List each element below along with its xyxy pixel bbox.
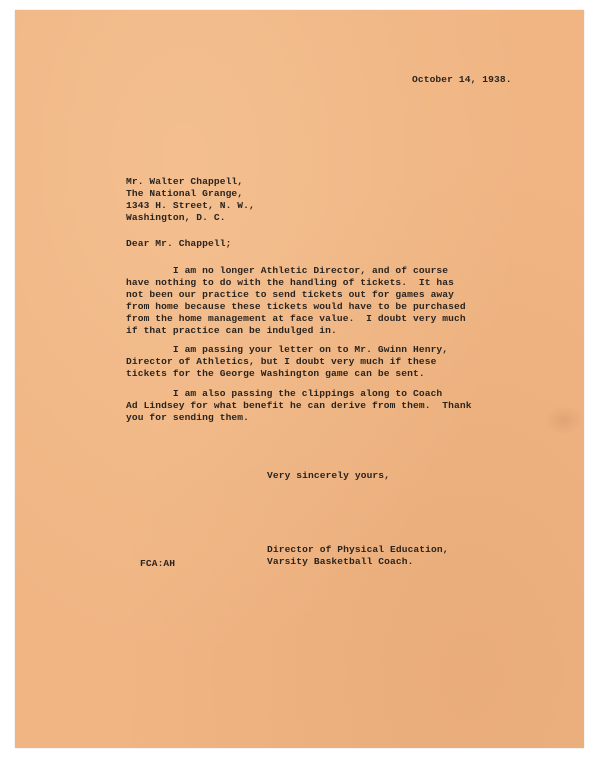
address-line-1: Mr. Walter Chappell, [126, 176, 244, 187]
closing: Very sincerely yours, [267, 470, 391, 481]
paragraph-3-line-2: Ad Lindsey for what benefit he can derive from them. Thank [126, 400, 472, 411]
signature-title-line-2: Varsity Basketball Coach. [267, 556, 414, 567]
paragraph-2-line-3: tickets for the George Washington game can be sent. [126, 368, 425, 379]
paragraph-1-line-3: not been our practice to send tickets out for games away [126, 289, 455, 300]
salutation: Dear Mr. Chappell; [126, 238, 232, 249]
paragraph-3-line-1: I am also passing the clippings along to Coach [126, 388, 443, 399]
signature-title-line-1: Director of Physical Education, [267, 544, 449, 555]
letter-page [15, 10, 584, 748]
paragraph-1-line-6: if that practice can be indulged in. [126, 325, 337, 336]
paragraph-1-line-2: have nothing to do with the handling of tickets. It has [126, 277, 455, 288]
paragraph-2-line-1: I am passing your letter on to Mr. Gwinn Henry, [126, 344, 449, 355]
address-line-4: Washington, D. C. [126, 212, 226, 223]
address-line-3: 1343 H. Street, N. W., [126, 200, 255, 211]
paper-smudge [544, 405, 584, 435]
paragraph-2-line-2: Director of Athletics, but I doubt very much if these [126, 356, 437, 367]
paragraph-1-line-1: I am no longer Athletic Director, and of course [126, 265, 449, 276]
typist-initials: FCA:AH [140, 558, 176, 569]
paragraph-3-line-3: you for sending them. [126, 412, 250, 423]
paragraph-1-line-5: from the home management at face value. I doubt very much [126, 313, 466, 324]
letter-date: October 14, 1938. [412, 74, 512, 85]
address-line-2: The National Grange, [126, 188, 244, 199]
paragraph-1-line-4: from home because these tickets would have to be purchased [126, 301, 466, 312]
